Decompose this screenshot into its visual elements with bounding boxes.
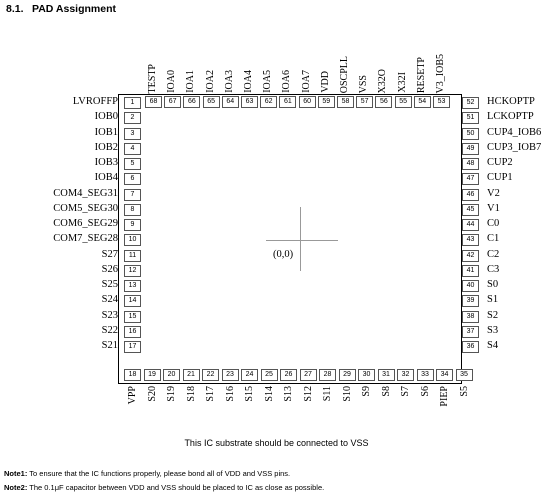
pin-label: S2 xyxy=(487,309,499,321)
pin-label: S12 xyxy=(302,386,314,402)
pin-label: LVROFFP xyxy=(72,96,118,107)
section-title: PAD Assignment xyxy=(32,3,117,15)
pin-number: 27 xyxy=(300,369,317,381)
pin-number: 44 xyxy=(462,219,479,231)
pin-label: S13 xyxy=(283,386,294,402)
pin-label: IOA4 xyxy=(243,70,254,93)
pin-number: 6 xyxy=(124,173,141,185)
pin-label: IOB4 xyxy=(94,172,118,184)
pin-number: 60 xyxy=(299,96,316,108)
origin-crosshair-horizontal xyxy=(266,240,338,241)
pin-number: 34 xyxy=(436,369,453,381)
note-1-text: To ensure that the IC functions properly, please bond all of VDD and VSS pins. xyxy=(27,469,291,478)
pin-number: 18 xyxy=(124,369,141,381)
pin-label: S15 xyxy=(244,386,255,402)
pin-number: 10 xyxy=(124,234,141,246)
pin-number: 12 xyxy=(124,265,141,277)
note-1-label: Note1: xyxy=(4,469,28,478)
pin-number: 66 xyxy=(183,96,200,108)
pin-number: 1 xyxy=(124,97,141,109)
pin-label: IOA3 xyxy=(223,70,235,93)
pin-label: IOA6 xyxy=(281,70,293,93)
pin-number: 37 xyxy=(462,326,479,338)
pin-label: VDD xyxy=(319,71,331,93)
pin-number: 64 xyxy=(222,96,239,108)
pin-label: IOA7 xyxy=(300,70,312,93)
pin-label: S6 xyxy=(419,386,431,397)
pin-label: C3 xyxy=(487,263,500,275)
pin-number: 24 xyxy=(241,369,258,381)
pin-number: 15 xyxy=(124,311,141,323)
substrate-note: This IC substrate should be connected to VSS xyxy=(184,438,369,448)
pin-number: 21 xyxy=(183,369,200,381)
pin-label: OSCPLL xyxy=(339,55,350,93)
pin-label: COM6_SEG29 xyxy=(53,218,118,229)
pin-label: S24 xyxy=(101,294,118,306)
note-2 xyxy=(4,483,324,492)
pin-label: S5 xyxy=(458,386,470,397)
pin-label: S21 xyxy=(101,340,118,351)
pin-label: S17 xyxy=(205,386,216,402)
pin-number: 62 xyxy=(260,96,277,108)
pin-label: IOB1 xyxy=(94,126,118,138)
pin-number: 58 xyxy=(337,96,354,108)
pin-label: S3 xyxy=(487,324,499,336)
pin-number: 11 xyxy=(124,250,141,262)
pin-number: 54 xyxy=(414,96,431,108)
pin-label: CUP4_IOB6 xyxy=(487,126,542,138)
pin-label: S0 xyxy=(487,279,499,290)
pin-label: V2 xyxy=(487,187,500,199)
pin-label: S25 xyxy=(101,279,118,290)
pin-label: C0 xyxy=(487,218,500,229)
pin-number: 53 xyxy=(433,96,450,108)
pin-label: S26 xyxy=(101,263,118,275)
pin-number: 17 xyxy=(124,341,141,353)
pin-label: CUP2 xyxy=(487,157,513,168)
section-number: 8.1. xyxy=(6,3,24,15)
pin-number: 19 xyxy=(144,369,161,381)
pin-label: CUP1 xyxy=(487,172,513,184)
pin-label: COM5_SEG30 xyxy=(53,202,118,214)
pin-label: X32I xyxy=(396,72,408,93)
pin-label: IOB2 xyxy=(94,141,118,153)
pin-label: IOA2 xyxy=(204,70,216,93)
pin-label: S19 xyxy=(166,386,177,402)
pin-number: 7 xyxy=(124,189,141,201)
pin-number: 29 xyxy=(339,369,356,381)
pin-label: S11 xyxy=(322,386,333,402)
pin-label: LCKOPTP xyxy=(487,111,534,123)
pin-label: S9 xyxy=(361,386,372,397)
pin-number: 25 xyxy=(261,369,278,381)
pin-number: 47 xyxy=(462,173,479,185)
pin-number: 8 xyxy=(124,204,141,216)
pin-label: VPP xyxy=(127,386,138,405)
pin-number: 30 xyxy=(358,369,375,381)
pin-label: IOB3 xyxy=(94,157,118,168)
pin-number: 67 xyxy=(164,96,181,108)
pin-number: 43 xyxy=(462,234,479,246)
pin-label: IOA1 xyxy=(185,70,197,93)
pin-number: 5 xyxy=(124,158,141,170)
pin-label: COM7_SEG28 xyxy=(53,233,118,245)
pin-number: 48 xyxy=(462,158,479,170)
pin-label: IOB0 xyxy=(94,111,118,123)
pin-number: 56 xyxy=(375,96,392,108)
section-heading xyxy=(6,3,116,15)
pin-number: 22 xyxy=(202,369,219,381)
pin-number: 59 xyxy=(318,96,335,108)
pin-number: 16 xyxy=(124,326,141,338)
note-2-text: The 0.1μF capacitor between VDD and VSS should be placed to IC as close as possible. xyxy=(27,483,325,492)
ic-chip-outline xyxy=(118,94,462,384)
origin-crosshair-vertical xyxy=(300,207,301,271)
pin-number: 20 xyxy=(163,369,180,381)
pin-label: S8 xyxy=(380,386,392,397)
pin-label: S16 xyxy=(224,386,236,402)
pin-label: S4 xyxy=(487,340,499,351)
pin-number: 46 xyxy=(462,189,479,201)
note-1 xyxy=(4,469,290,478)
pin-number: 55 xyxy=(395,96,412,108)
pin-number: 51 xyxy=(462,112,479,124)
pin-number: 23 xyxy=(222,369,239,381)
pin-number: 68 xyxy=(145,96,162,108)
pin-label: S23 xyxy=(101,309,118,321)
pin-number: 3 xyxy=(124,128,141,140)
pin-label: X32O xyxy=(377,68,389,93)
pin-number: 40 xyxy=(462,280,479,292)
pin-label: S1 xyxy=(487,294,499,306)
pin-number: 63 xyxy=(241,96,258,108)
pin-number: 42 xyxy=(462,250,479,262)
pin-number: 41 xyxy=(462,265,479,277)
pin-number: 32 xyxy=(397,369,414,381)
pin-number: 49 xyxy=(462,143,479,155)
pin-label: TESTP xyxy=(147,63,158,93)
pin-label: S14 xyxy=(263,386,275,402)
pin-number: 57 xyxy=(356,96,373,108)
pin-number: 26 xyxy=(280,369,297,381)
pin-label: V1 xyxy=(487,202,500,214)
pin-number: 45 xyxy=(462,204,479,216)
pin-number: 14 xyxy=(124,295,141,307)
pin-label: COM4_SEG31 xyxy=(53,187,118,199)
pin-number: 35 xyxy=(456,369,473,381)
pin-label: C2 xyxy=(487,248,500,260)
pin-label: RESETP xyxy=(415,56,427,93)
note-2-label: Note2: xyxy=(4,483,28,492)
pin-number: 31 xyxy=(378,369,395,381)
pin-number: 36 xyxy=(462,341,479,353)
pin-label: S20 xyxy=(146,386,158,402)
pin-label: S27 xyxy=(101,248,118,260)
pin-label: C1 xyxy=(487,233,500,245)
pin-label: S7 xyxy=(400,386,411,397)
pin-label: S22 xyxy=(101,324,118,336)
pin-number: 13 xyxy=(124,280,141,292)
pin-number: 2 xyxy=(124,112,141,124)
pin-label: IOA0 xyxy=(166,70,178,93)
pin-label: CUP3_IOB7 xyxy=(487,141,542,153)
pin-label: PIEP xyxy=(439,386,450,407)
pin-label: HCKOPTP xyxy=(487,96,535,107)
pin-number: 38 xyxy=(462,311,479,323)
pin-number: 33 xyxy=(417,369,434,381)
pin-label: V3_IOB5 xyxy=(435,53,446,93)
pin-number: 61 xyxy=(279,96,296,108)
pin-number: 50 xyxy=(462,128,479,140)
pin-number: 4 xyxy=(124,143,141,155)
pin-number: 52 xyxy=(462,97,479,109)
pin-label: VSS xyxy=(358,74,370,93)
pin-label: S18 xyxy=(185,386,197,402)
pin-number: 39 xyxy=(462,295,479,307)
pin-number: 28 xyxy=(319,369,336,381)
origin-label: (0,0) xyxy=(273,249,294,260)
pin-number: 9 xyxy=(124,219,141,231)
pin-number: 65 xyxy=(203,96,220,108)
pin-label: IOA5 xyxy=(262,70,274,93)
pin-label: S10 xyxy=(341,386,353,402)
